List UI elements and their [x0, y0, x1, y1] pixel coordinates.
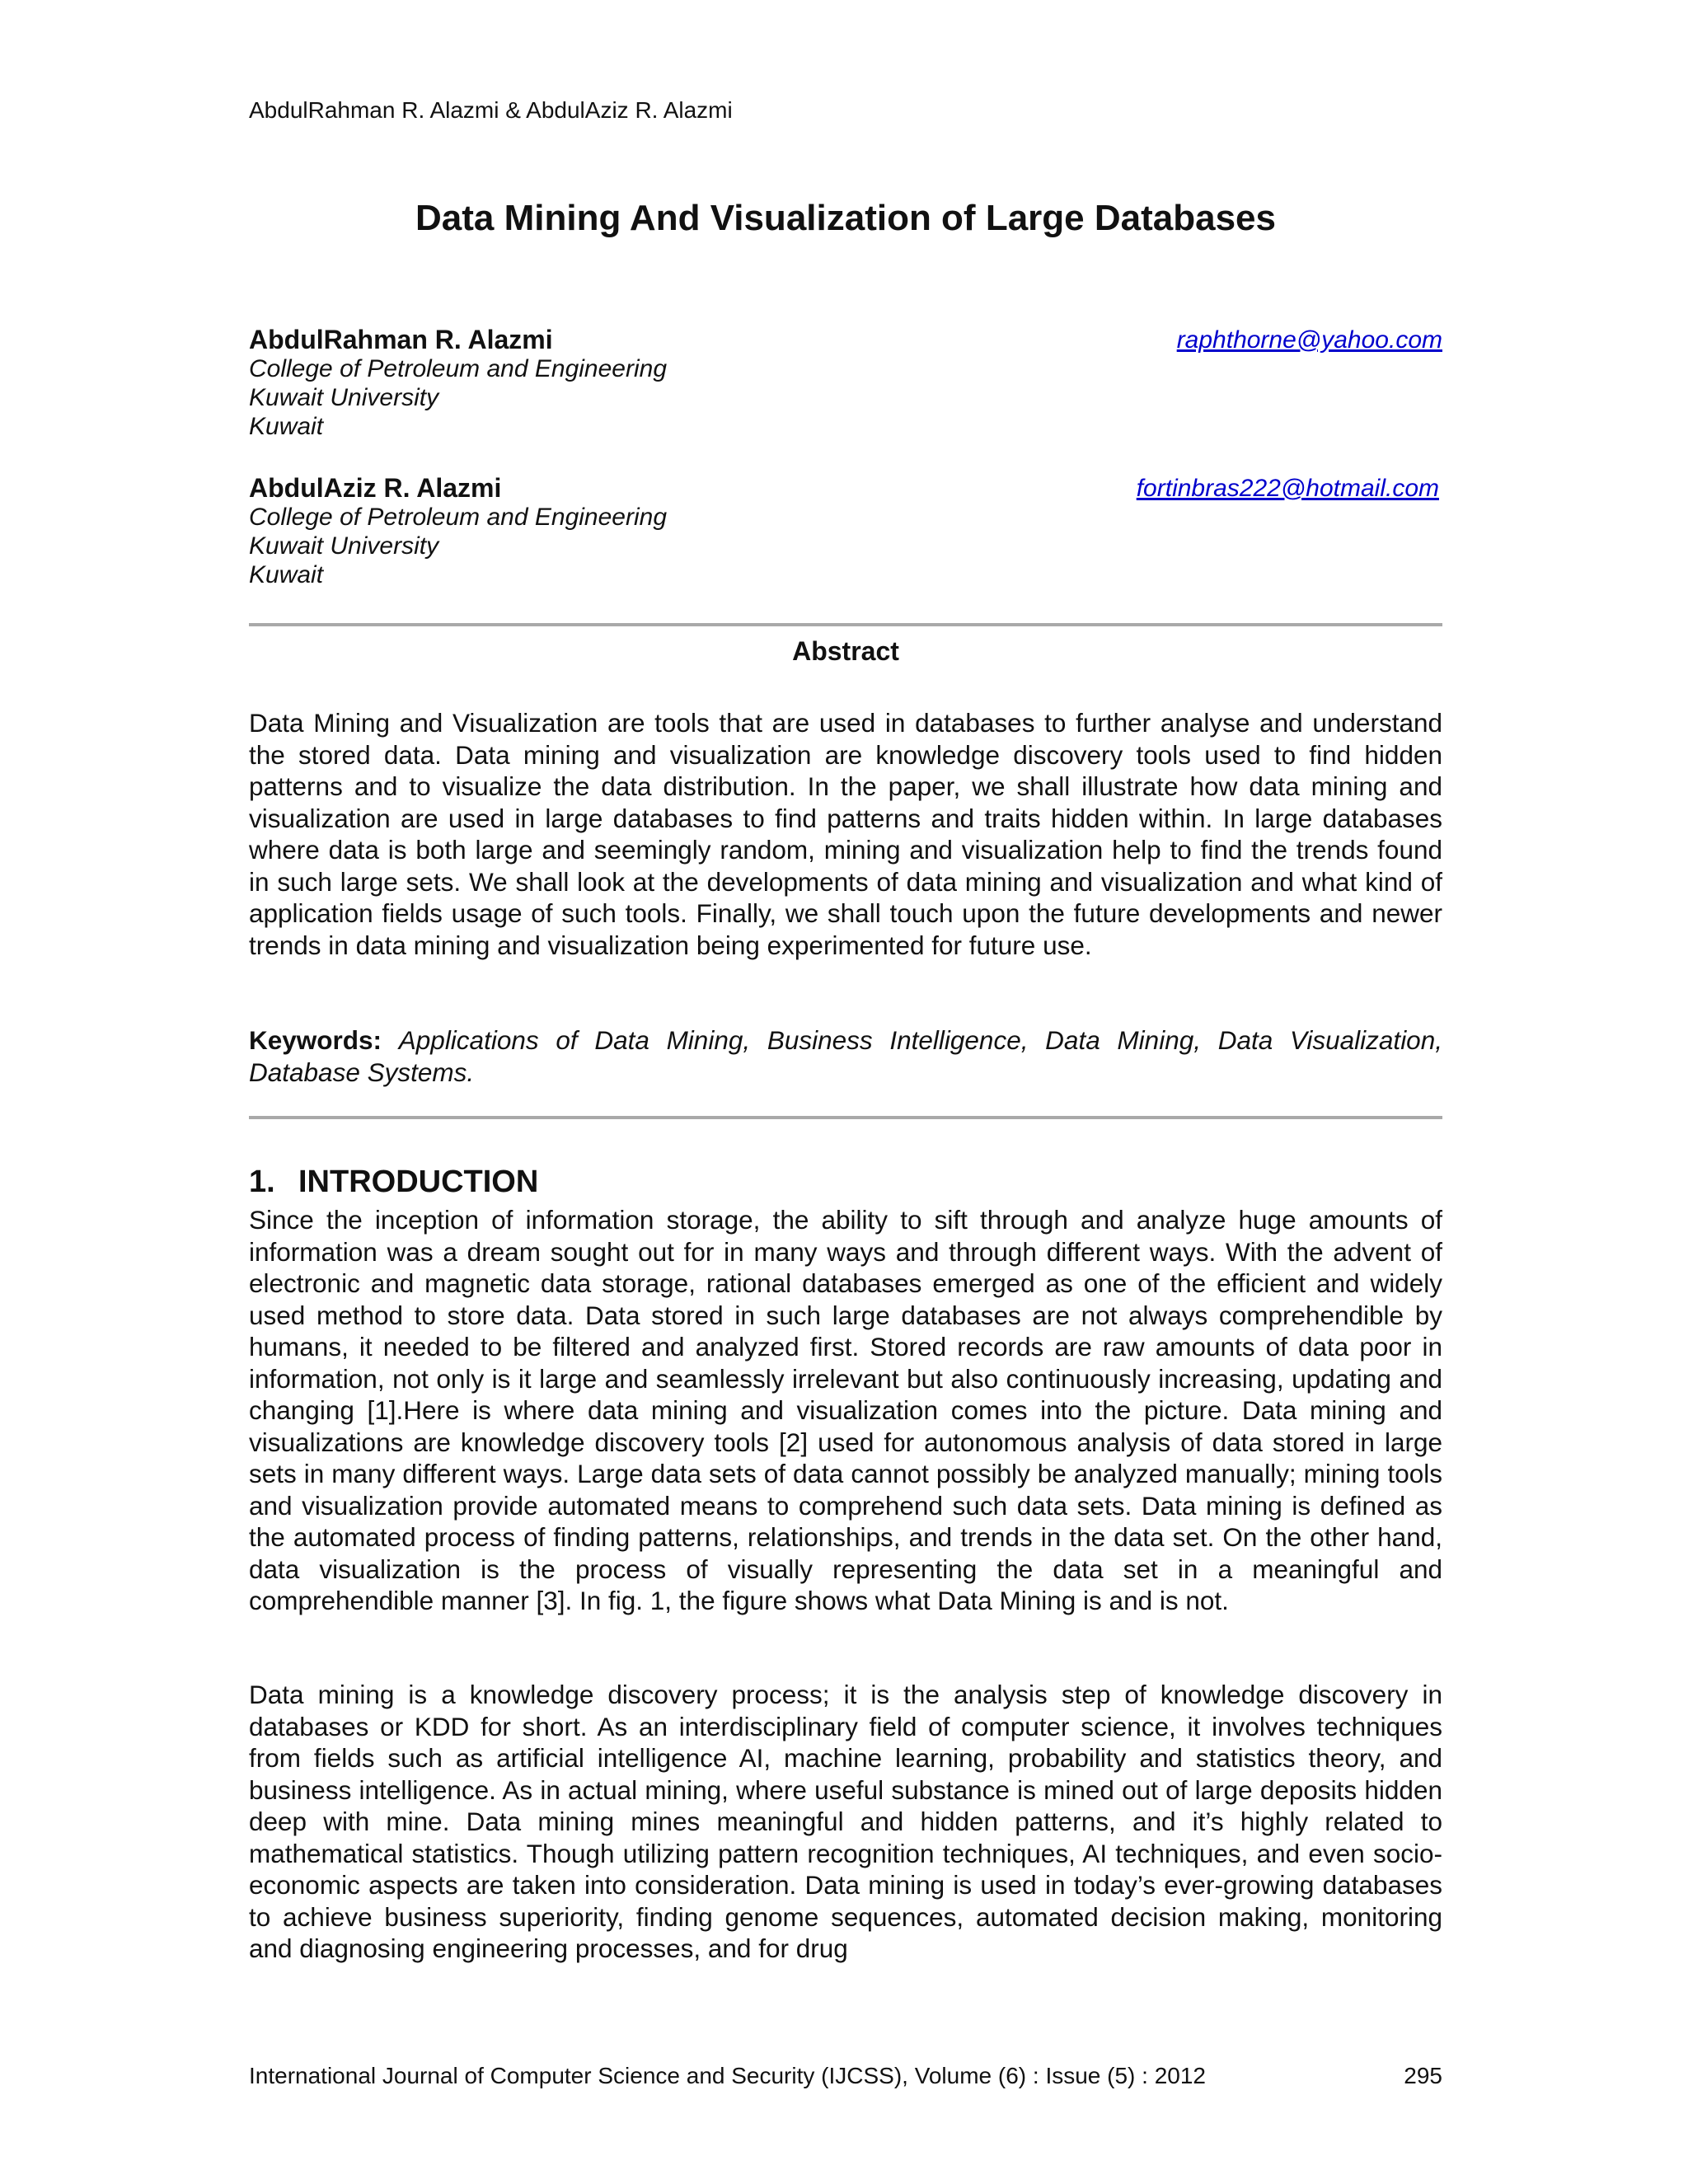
abstract-heading: Abstract: [792, 636, 899, 666]
paper-title: Data Mining And Visualization of Large Databases: [415, 198, 1276, 238]
footer-journal: International Journal of Computer Science and Security (IJCSS), Volume (6) : Issue (5) : 2012: [249, 2063, 1207, 2088]
author-email-link[interactable]: fortinbras222@hotmail.com: [1136, 475, 1439, 502]
section-title: INTRODUCTION: [298, 1165, 539, 1199]
running-header: AbdulRahman R. Alazmi & AbdulAziz R. Alazmi: [249, 97, 733, 123]
author-email-link[interactable]: raphthorne@yahoo.com: [1176, 326, 1442, 354]
author-country: Kuwait: [249, 561, 324, 588]
page-number: 295: [1404, 2063, 1442, 2088]
keywords-label: Keywords:: [249, 1025, 382, 1055]
author-block-1: [249, 326, 1442, 441]
author-name: AbdulAziz R. Alazmi: [249, 473, 502, 503]
keywords: [249, 1024, 1442, 1088]
author-university: Kuwait University: [249, 384, 439, 411]
keywords-text: Applications of Data Mining, Business Intelligence, Data Mining, Data Visualization, Database Systems.: [249, 1025, 1442, 1087]
intro-paragraph-1: Since the inception of information storage, the ability to sift through and analyze huge amounts of information was a dream sought out for in many ways and through different ways. With the advent of electronic and magnetic data storage, rational databases emerged as one of the efficient and widely used method to store data. Data stored in such large databases are not always comprehendible by humans, it needed to be filtered and analyzed first. Stored records are raw amounts of data poor in information, not only is it large and seamlessly irrelevant but also continuously increasing, updating and changing [1].Here is where data mining and visualization comes into the picture. Data mining and visualizations are knowledge discovery tools [2] used for autonomous analysis of data stored in large sets in many different ways. Large data sets of data cannot possibly be analyzed manually; mining tools and visualization provide automated means to comprehend such data sets. Data mining is defined as the automated process of finding patterns, relationships, and trends in the data set. On the other hand, data visualization is the process of visually representing the data set in a meaningful and comprehendible manner [3]. In fig. 1, the figure shows what Data Mining is and is not.: [249, 1205, 1442, 1615]
bottom-divider: [249, 1116, 1442, 1119]
section-number: 1.: [249, 1165, 275, 1199]
author-university: Kuwait University: [249, 532, 439, 560]
author-affiliation: College of Petroleum and Engineering: [249, 504, 667, 531]
top-divider: [249, 623, 1442, 626]
author-affiliation: College of Petroleum and Engineering: [249, 355, 667, 382]
author-name: AbdulRahman R. Alazmi: [249, 325, 553, 354]
author-country: Kuwait: [249, 413, 324, 440]
author-block-2: [249, 474, 1442, 589]
paper-page: [249, 0, 1442, 2184]
intro-paragraph-2: Data mining is a knowledge discovery process; it is the analysis step of knowledge discovery in databases or KDD for short. As an interdisciplinary field of computer science, it involves techniques from fields such as artificial intelligence AI, machine learning, probability and statistics theory, and business intelligence. As in actual mining, where useful substance is mined out of large deposits hidden deep with mine. Data mining mines meaningful and hidden patterns, and it’s highly related to mathematical statistics. Though utilizing pattern recognition techniques, AI techniques, and even socio-economic aspects are taken into consideration. Data mining is used in today’s ever-growing databases to achieve business superiority, finding genome sequences, automated decision making, monitoring and diagnosing engineering processes, and for drug: [249, 1680, 1442, 1963]
section-heading-introduction: [249, 1165, 538, 1200]
abstract-text: Data Mining and Visualization are tools that are used in databases to further analyse and understand the stored data. Data mining and visualization are knowledge discovery tools used to find hidden patterns and to visualize the data distribution. In the paper, we shall illustrate how data mining and visualization are used in large databases to find patterns and traits hidden within. In large databases where data is both large and seemingly random, mining and visualization help to find the trends found in such large sets. We shall look at the developments of data mining and visualization and what kind of application fields usage of such tools. Finally, we shall touch upon the future developments and newer trends in data mining and visualization being experimented for future use.: [249, 708, 1442, 960]
